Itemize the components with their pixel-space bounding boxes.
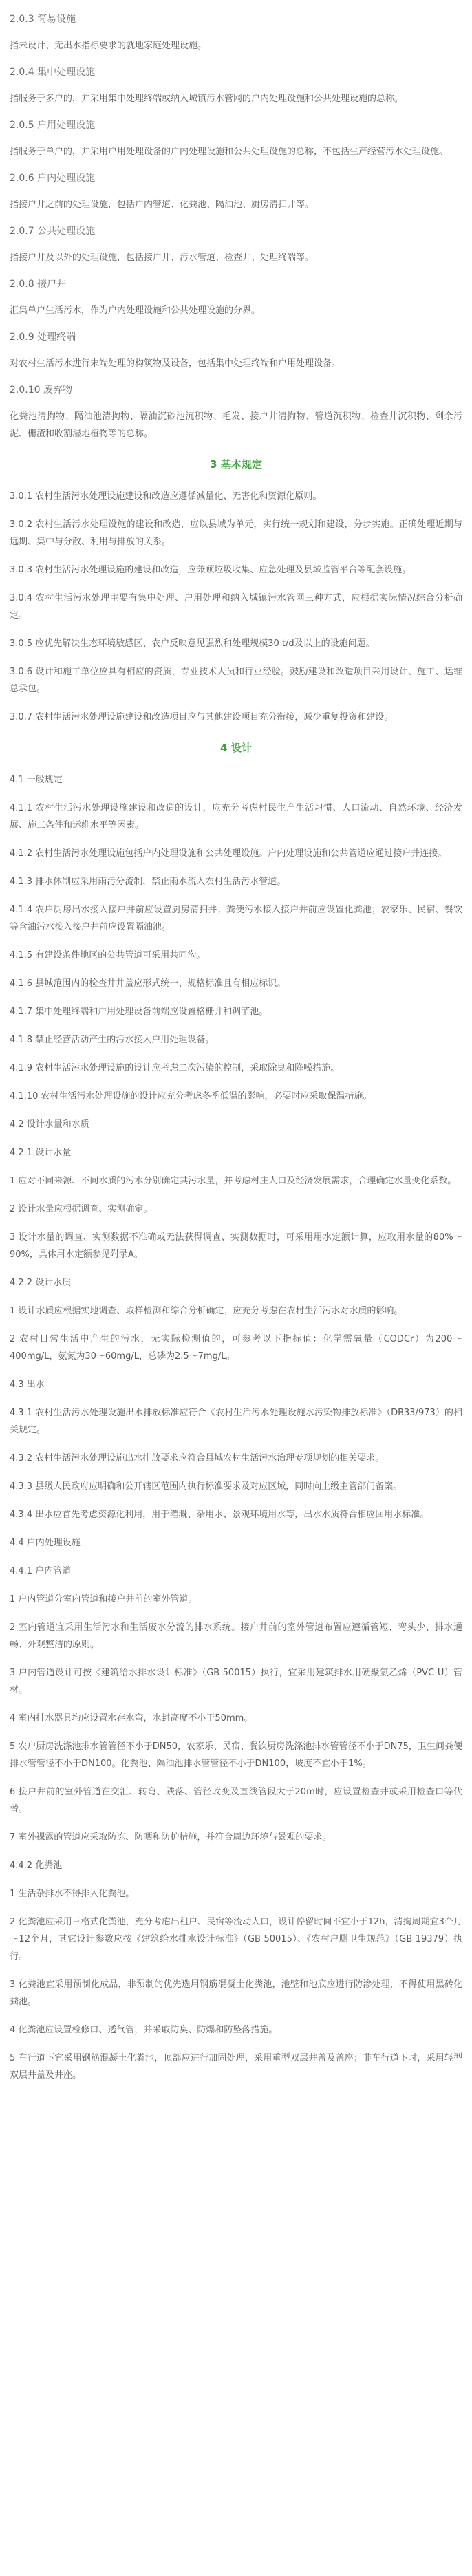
paragraph: 4.1.5 有建设条件地区的公共管道可采用共同沟。 — [10, 950, 206, 960]
paragraph: 化粪池清掏物、隔油池清掏物、隔油沉砂池沉积物、毛发、接户井清掏物、管道沉积物、检查井沉积物、剩余污泥、栅渣和收割湿地植物等的总称。 — [10, 411, 462, 439]
section-heading: 2.0.5 户用处理设施 — [10, 120, 96, 131]
paragraph: 3.0.5 应优先解决生态环境敏感区、农户反映意见强烈和处理规模30 t/d及以上的设施问题。 — [10, 638, 375, 649]
paragraph: 4.1.1 农村生活污水处理设施建设和改造的设计，应充分考虑村民生产生活习惯、人口流动、自然环境、经济发展、施工条件和运维水平等因素。 — [10, 803, 462, 830]
paragraph: 4.1.6 县城范围内的检查井井盖应形式统一、规格标准且有相应标识。 — [10, 978, 286, 989]
paragraph: 4.3.2 农村生活污水处理设施出水排放要求应符合县域农村生活污水治理专项规划的相关要求。 — [10, 1453, 385, 1463]
paragraph: 4.3.1 农村生活污水处理设施出水排放标准应符合《农村生活污水处理设施水污染物排放标准》（DB33/973）的相关规定。 — [10, 1408, 462, 1435]
paragraph: 4.1.7 集中处理终端和户用处理设备前端应设置格栅井和调节池。 — [10, 1007, 268, 1017]
paragraph: 3.0.6 设计和施工单位应具有相应的资质，专业技术人员和行业经验。鼓励建设和改造项目采用设计、施工、运维总承包。 — [10, 667, 462, 694]
paragraph: 3.0.4 农村生活污水处理主要有集中处理、户用处理和纳入城镇污水管网三种方式，应根据实际情况综合分析确定。 — [10, 593, 462, 621]
paragraph: 4.2 设计水量和水质 — [10, 1119, 89, 1130]
paragraph: 4.2.1 设计水量 — [10, 1148, 72, 1158]
paragraph: 1 户内管道分室内管道和接户井前的室外管道。 — [10, 1594, 197, 1604]
paragraph: 3 设计水量的调查、实测数据不准确或无法获得调查、实测数据时，可采用用水定额计算，应取用水量的80%～90%，具体用水定额参见附录A。 — [10, 1232, 462, 1260]
paragraph: 4.3 出水 — [10, 1380, 45, 1390]
paragraph: 1 设计水质应根据实地调查、取样检测和综合分析确定；应充分考虑在农村生活污水对水质的影响。 — [10, 1306, 403, 1316]
section-heading: 2.0.10 废弃物 — [10, 385, 72, 396]
paragraph: 3.0.7 农村生活污水处理设施建设和改造项目应与其他建设项目充分衔接，减少重复投资和建设。 — [10, 712, 394, 722]
paragraph: 7 室外裸露的管道应采取防冻、防晒和防护措施，并符合周边环境与景观的要求。 — [10, 1832, 332, 1843]
paragraph: 4.3.4 出水应首先考虑资源化利用，用于灌溉、杂用水、景观环境用水等，出水水质符合相应回用水标准。 — [10, 1510, 429, 1520]
paragraph: 3 户内管道设计可按《建筑给水排水设计标准》（GB 50015）执行，宜采用建筑排水用硬聚氯乙烯（PVC-U）管材。 — [10, 1668, 462, 1695]
paragraph: 4 化粪池应设置检修口、透气管，并采取防臭、防爆和防坠落措施。 — [10, 2025, 278, 2035]
chapter-title: 3 基本规定 — [210, 458, 262, 471]
paragraph: 指未设计、无出水指标要求的就地家庭处理设施。 — [10, 41, 207, 51]
paragraph: 4.1.3 排水体制应采用雨污分流制，禁止雨水流入农村生活污水管道。 — [10, 877, 286, 887]
paragraph: 3.0.1 农村生活污水处理设施建设和改造应遵循减量化、无害化和资源化原则。 — [10, 491, 322, 502]
paragraph: 3.0.3 农村生活污水处理设施的建设和改造，应兼顾垃圾收集、应急处理及县域监管平台等配套设施。 — [10, 565, 411, 575]
paragraph: 4.1.4 农户厨房出水接入接户井前应设置厨房清扫井；粪便污水接入接户井前应设置化粪池；农家乐、民宿、餐饮等含油污水接入接户井前应设置隔油池。 — [10, 905, 462, 932]
paragraph: 4.4 户内处理设施 — [10, 1538, 81, 1548]
paragraph: 4.1.10 农村生活污水处理设施的设计应充分考虑冬季低温的影响，必要时应采取保温措施。 — [10, 1091, 372, 1102]
chapter-title: 4 设计 — [220, 742, 252, 754]
paragraph: 4.3.3 县级人民政府应明确和公开辖区范围内执行标准要求及对应区域，同时向上级主管部门备案。 — [10, 1481, 403, 1492]
paragraph: 3.0.2 农村生活污水处理设施的建设和改造，应以县域为单元，实行统一规划和建设，分步实施。正确处理近期与远期、集中与分散、利用与排放的关系。 — [10, 519, 462, 547]
section-heading: 2.0.7 公共处理设施 — [10, 226, 96, 237]
section-heading: 2.0.9 处理终端 — [10, 332, 76, 343]
paragraph: 4.2.2 设计水质 — [10, 1278, 72, 1288]
paragraph: 4 室内排水器具均应设置水存水弯，水封高度不小于50mm。 — [10, 1713, 253, 1724]
paragraph: 1 生活杂排水不得排入化粪池。 — [10, 1889, 135, 1899]
paragraph: 4.4.1 户内管道 — [10, 1566, 72, 1576]
paragraph: 对农村生活污水进行末端处理的构筑物及设备，包括集中处理终端和户用处理设备。 — [10, 358, 341, 369]
paragraph: 指接户井及以外的处理设施，包括接户井、污水管道、检查井、处理终端等。 — [10, 253, 314, 263]
paragraph: 4.1.9 农村生活污水处理设施的设计应考虑二次污染的控制，采取除臭和降噪措施。 — [10, 1063, 340, 1073]
paragraph: 2 农村日常生活中产生的污水，无实际检测值的，可参考以下指标值：化学需氧量（CODCr）为200～400mg/L，氨氮为30～60mg/L，总磷为2.5～7mg/L。 — [10, 1334, 462, 1362]
paragraph: 3 化粪池宜采用预制化成品，非预制的优先选用钢筋混凝土化粪池，池壁和池底应进行防渗处理，不得使用黑砖化粪池。 — [10, 1979, 462, 2007]
paragraph: 1 应对不同来源、不同水质的污水分别确定其污水量，并考虑村庄人口及经济发展需求，合理确定水量变化系数。 — [10, 1176, 457, 1186]
paragraph: 5 农户厨房洗涤池排水管管径不小于DN50，农家乐、民宿、餐饮厨房洗涤池排水管管径不小于DN75，卫生间粪便排水管管径不小于DN100。化粪池、隔油池排水管管径不小于DN100，坡度不宜小于1%。 — [10, 1741, 462, 1769]
paragraph: 指服务于多户的，并采用集中处理终端或纳入城镇污水管网的户内处理设施和公共处理设施的总称。 — [10, 94, 404, 104]
paragraph: 4.1.8 禁止经营活动产生的污水接入户用处理设备。 — [10, 1035, 215, 1045]
paragraph: 指接户井之前的处理设施，包括户内管道、化粪池、隔油池、厨房清扫井等。 — [10, 200, 314, 210]
paragraph: 2 设计水量应根据调查、实测确定。 — [10, 1204, 153, 1214]
section-heading: 2.0.3 简易设施 — [10, 14, 76, 25]
paragraph: 2 化粪池应采用三格式化粪池，充分考虑出租户、民宿等流动人口，设计停留时间不宜小于12h，清掏周期宜3个月～12个月，其它设计参数应按《建筑给水排水设计标准》（GB 50015）、《农村户厕卫生规范》（GB 19379）执行。 — [10, 1917, 462, 1962]
paragraph: 4.4.2 化粪池 — [10, 1860, 63, 1871]
section-heading: 2.0.4 集中处理设施 — [10, 67, 96, 78]
paragraph: 5 车行道下宜采用钢筋混凝土化粪池，顶部应进行加固处理，采用重型双层井盖及盖座；非车行道下时，采用轻型双层井盖及井座。 — [10, 2053, 462, 2081]
paragraph: 指服务于单户的，并采用户用处理设备的户内处理设施和公共处理设施的总称，不包括生产经营污水处理设施。 — [10, 147, 449, 157]
paragraph: 2 室内管道宜采用生活污水和生活废水分流的排水系统。接户井前的室外管道布置应遵循管短、弯头少、排水通畅、外观整洁的原则。 — [10, 1622, 462, 1650]
section-heading: 2.0.6 户内处理设施 — [10, 173, 96, 184]
section-heading: 2.0.8 接户井 — [10, 279, 67, 290]
paragraph: 6 接户井前的室外管道在交汇、转弯、跌落、管径改变及直线管段大于20m时，应设置检查井或采用检查口等代替。 — [10, 1787, 462, 1814]
paragraph: 4.1.2 农村生活污水处理设施包括户内处理设施和公共处理设施。户内处理设施和公共管道应通过接户井连接。 — [10, 848, 447, 859]
paragraph: 汇集单户生活污水，作为户内处理设施和公共处理设施的分界。 — [10, 305, 261, 316]
paragraph: 4.1 一般规定 — [10, 775, 63, 785]
